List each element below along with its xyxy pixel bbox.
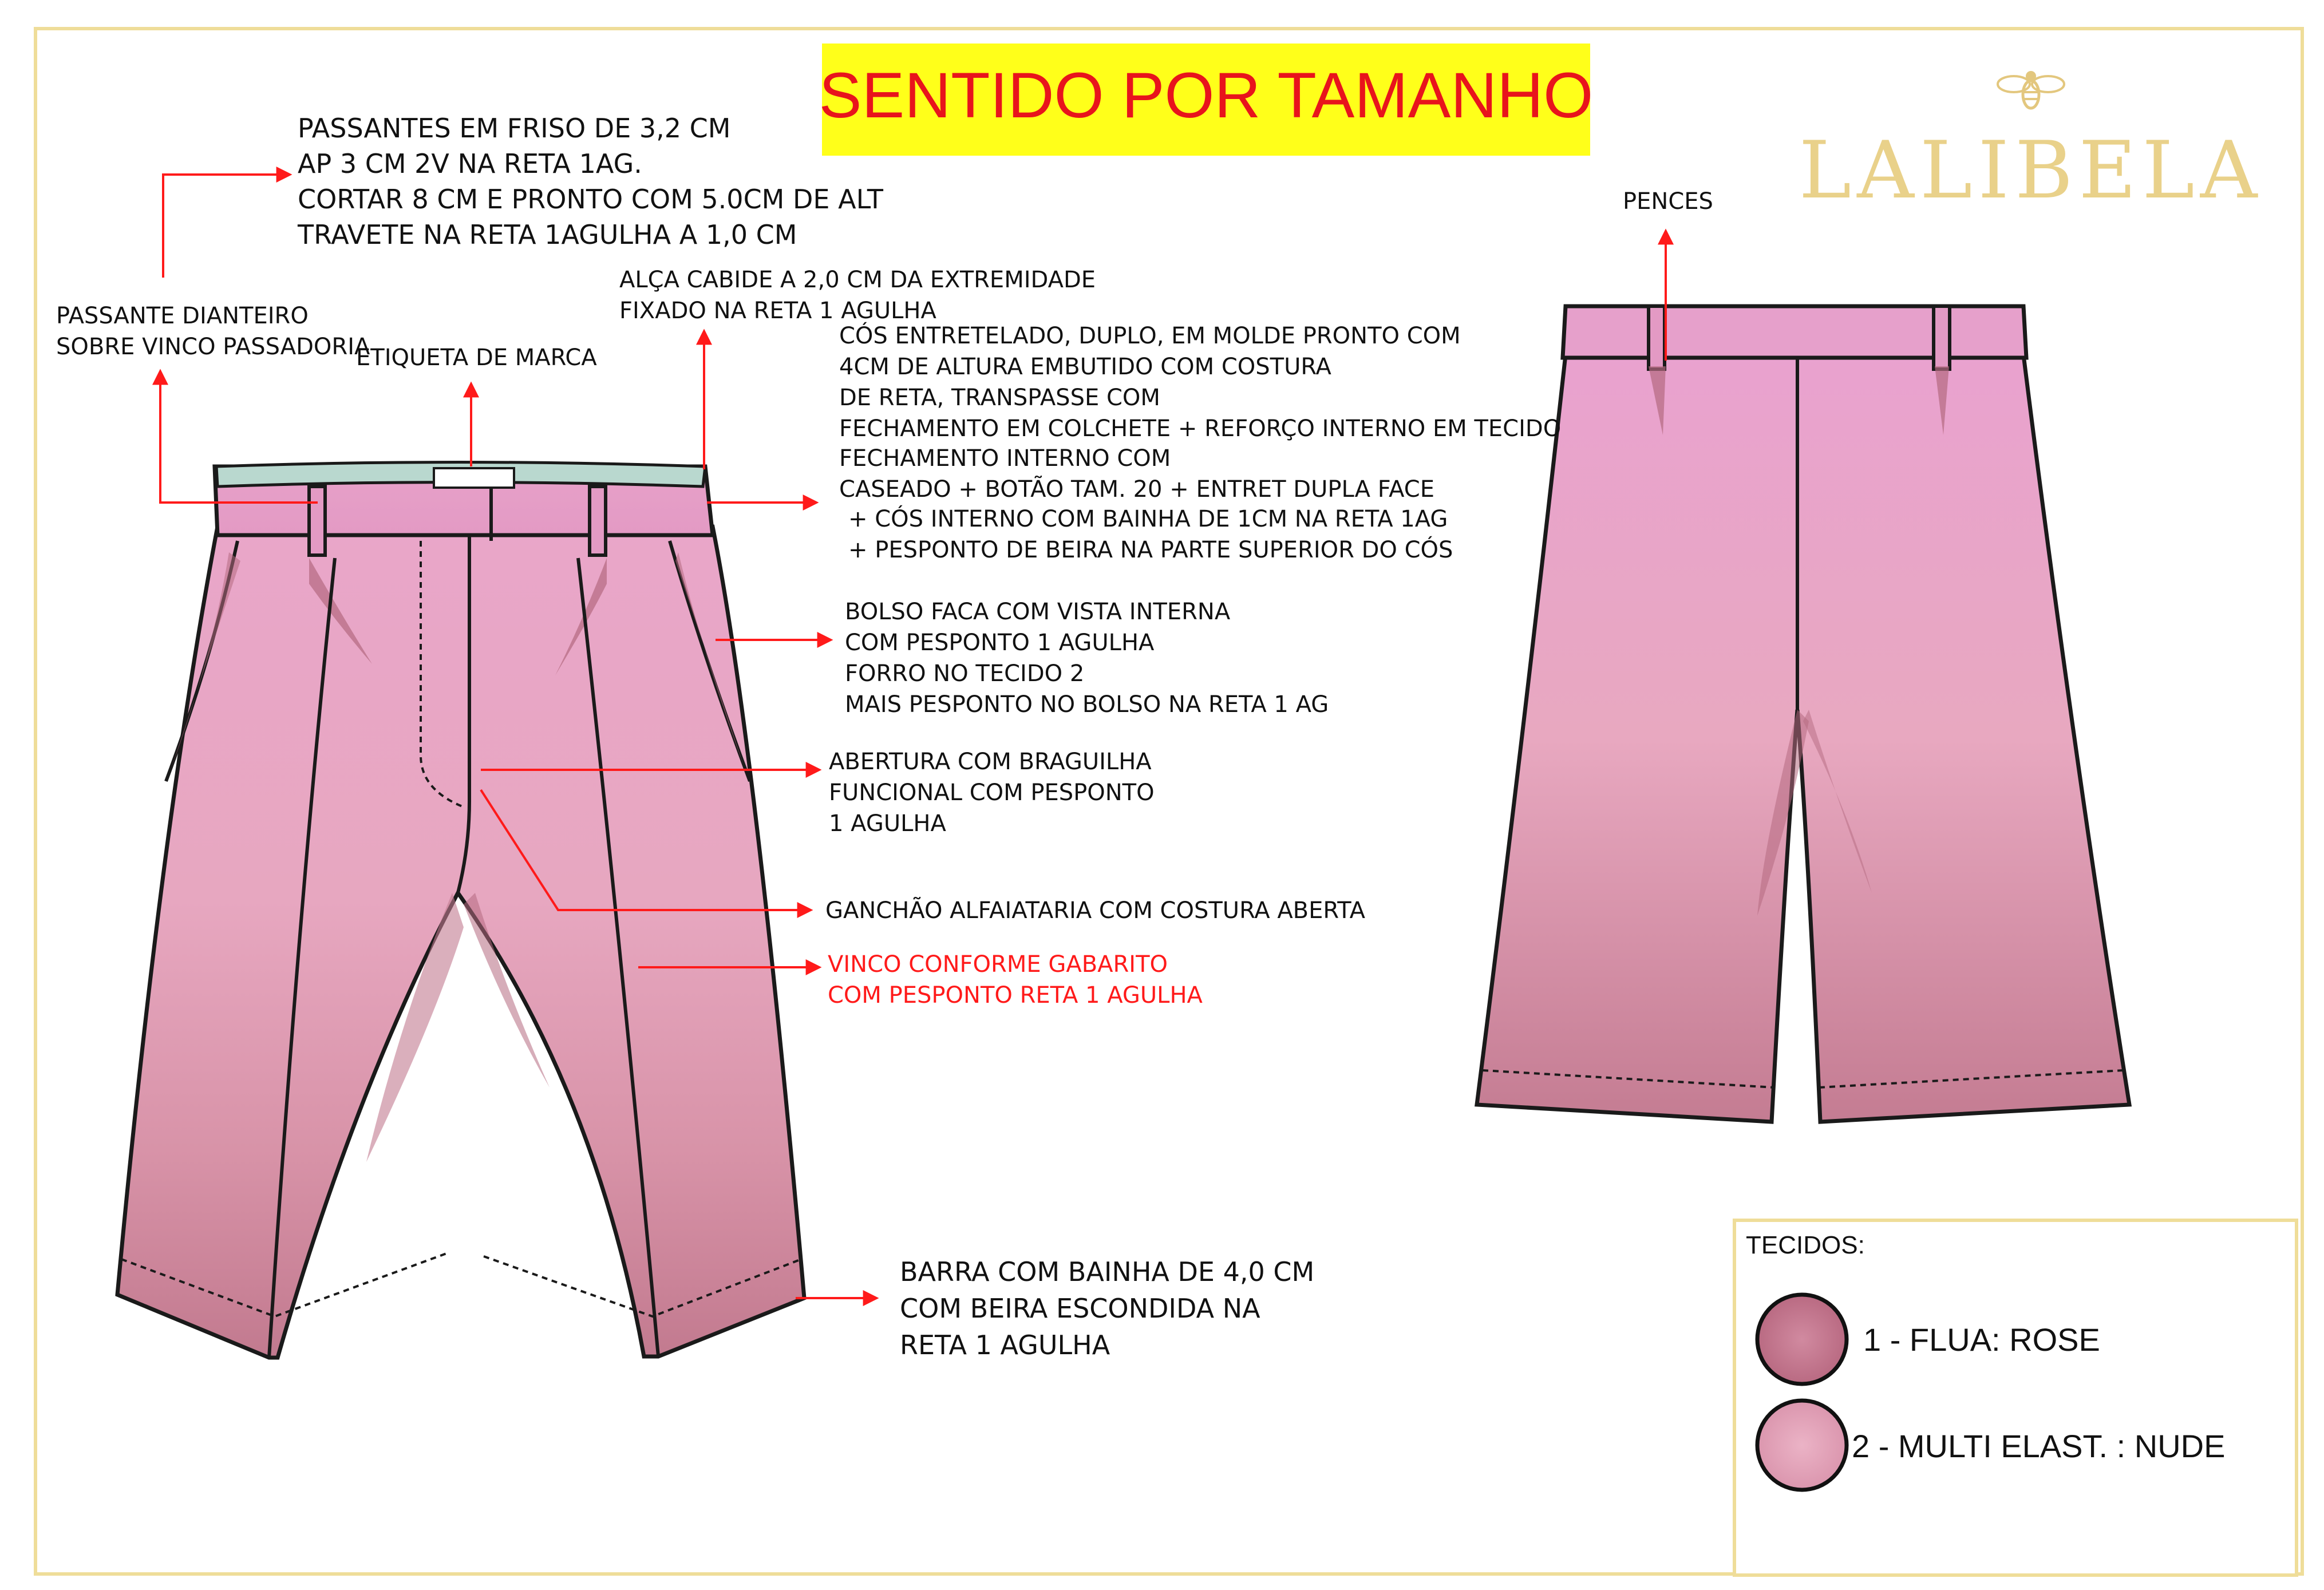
note-barra: BARRA COM BAINHA DE 4,0 CM COM BEIRA ESCONDIDA NA RETA 1 AGULHA [900,1256,1315,1360]
front-shorts-body [117,527,804,1358]
back-belt-loop-left [1649,306,1665,369]
fabric-legend-box [1734,1220,2297,1575]
bee-icon [1998,71,2064,108]
fabric-legend [1734,1220,2297,1575]
note-alca: ALÇA CABIDE A 2,0 CM DA EXTREMIDADE FIXADO NA RETA 1 AGULHA [619,267,1096,324]
note-passantes: PASSANTES EM FRISO DE 3,2 CM AP 3 CM 2V NA RETA 1AG. CORTAR 8 CM E PRONTO COM 5.0CM DE ALT TRAVETE NA RETA 1AGULHA A 1,0 CM [298,113,883,250]
fabric-swatch-nude [1757,1401,1847,1490]
note-cos: CÓS ENTRETELADO, DUPLO, EM MOLDE PRONTO COM 4CM DE ALTURA EMBUTIDO COM COSTURA DE RETA, TRANSPASSE COM FECHAMENTO EM COLCHETE + REFORÇO INTERNO EM TECIDO FECHAMENTO INTERNO COM CASEADO + BOTÃO TAM. 20 + ENTRET DUPLA FACE + CÓS INTERNO COM BAINHA DE 1CM NA RETA 1AG + PESPONTO DE BEIRA NA PARTE SUPERIOR DO CÓS [839,323,1562,563]
back-shorts [1477,306,2129,1122]
note-etiqueta: ETIQUETA DE MARCA [356,345,597,371]
note-passante-dianteiro: PASSANTE DIANTEIRO SOBRE VINCO PASSADORIA [56,303,370,360]
note-ganchao: GANCHÃO ALFAIATARIA COM COSTURA ABERTA [825,897,1365,924]
fabric-label-nude: 2 - MULTI ELAST. : NUDE [1852,1428,2226,1464]
arrow-passantes [163,175,289,278]
belt-loop-left [309,487,325,555]
note-bolso: BOLSO FACA COM VISTA INTERNA COM PESPONTO 1 AGULHA FORRO NO TECIDO 2 MAIS PESPONTO NO BOLSO NA RETA 1 AG [845,599,1329,718]
brand-label [434,468,514,488]
back-belt-loop-right [1934,306,1950,369]
fabric-swatch-rose [1757,1295,1847,1384]
belt-loop-right [590,487,606,555]
note-pences: PENCES [1623,188,1713,215]
page-title: SENTIDO POR TAMANHO [819,60,1594,131]
brand-logo: LALIBELA [1799,124,2263,216]
fabric-legend-title: TECIDOS: [1746,1231,1865,1259]
note-abertura: ABERTURA COM BRAGUILHA FUNCIONAL COM PESPONTO 1 AGULHA [829,749,1155,837]
back-waistband [1563,306,2026,358]
fabric-label-rose: 1 - FLUA: ROSE [1863,1322,2100,1358]
note-vinco: VINCO CONFORME GABARITO COM PESPONTO RETA 1 AGULHA [828,951,1203,1008]
